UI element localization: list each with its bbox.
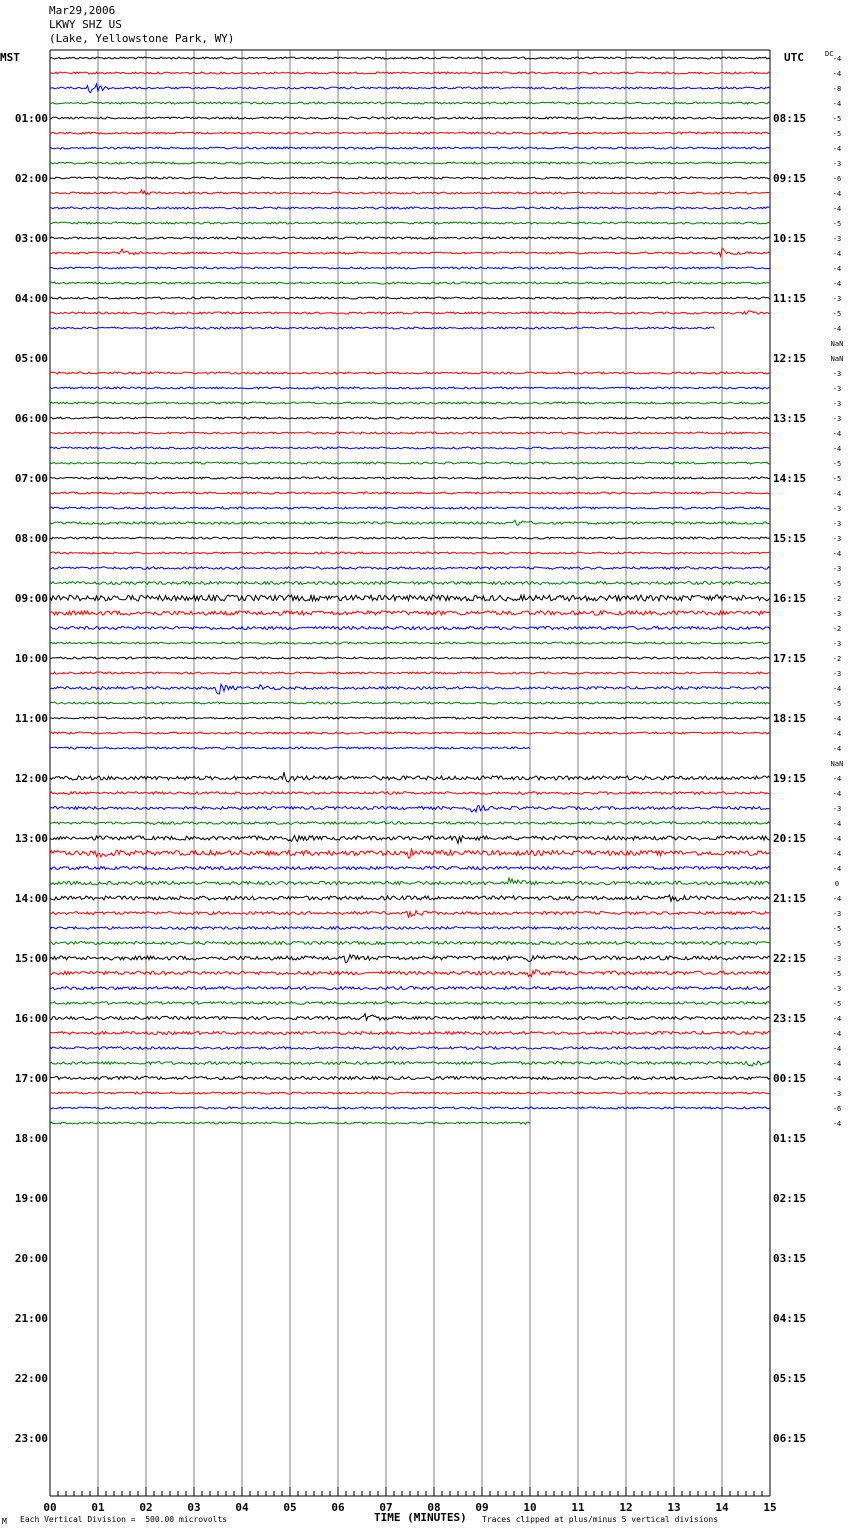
utc-hour-label: 00:15 [773,1072,807,1085]
dc-offset-label: NaN [830,340,844,348]
trace-line [50,387,770,389]
trace-line [50,372,770,374]
dc-offset-label: -4 [832,730,842,738]
dc-offset-label: -4 [832,70,842,78]
mst-label: MST [0,51,20,64]
dc-offset-label: -6 [832,1105,842,1113]
trace-line [50,222,770,224]
dc-offset-label: -4 [832,250,842,258]
dc-offset-label: -5 [832,925,842,933]
utc-hour-label: 11:15 [773,292,807,305]
trace-line [50,84,770,93]
trace-line [50,432,770,434]
trace-line [50,248,770,256]
trace-line [50,911,770,918]
trace-line [50,402,770,404]
dc-offset-label: -4 [832,895,842,903]
dc-offset-label: -3 [832,985,842,993]
utc-hour-label: 14:15 [773,472,807,485]
trace-line [50,702,770,704]
mst-hour-label: 15:00 [14,952,48,965]
dc-offset-label: -5 [832,970,842,978]
x-axis-title: TIME (MINUTES) [374,1511,467,1524]
dc-offset-label: -4 [832,445,842,453]
trace-line [50,177,770,179]
trace-line [50,1014,770,1021]
x-tick-label: 11 [571,1501,585,1514]
dc-offset-label: -4 [832,55,842,63]
mst-hour-label: 12:00 [14,772,48,785]
trace-line [50,462,770,464]
dc-offset-label: -4 [832,1045,842,1053]
utc-hour-label: 08:15 [773,112,807,125]
mst-hour-label: 19:00 [14,1192,48,1205]
dc-labels [831,55,844,1128]
mst-hour-label: 16:00 [14,1012,48,1025]
trace-line [50,970,770,977]
trace-line [50,520,770,525]
trace-line [50,327,715,329]
utc-hour-label: 02:15 [773,1192,807,1205]
utc-hour-label: 20:15 [773,832,807,845]
dc-offset-label: -3 [832,505,842,513]
dc-offset-label: -4 [832,850,842,858]
x-tick-label: 00 [43,1501,57,1514]
traces [50,57,770,1124]
utc-hour-label: 23:15 [773,1012,807,1025]
clip-note: Traces clipped at plus/minus 5 vertical divisions [482,1515,719,1524]
trace-line [50,866,770,869]
mst-hour-label: 17:00 [14,1072,48,1085]
dc-offset-label: -3 [832,565,842,573]
utc-hour-label: 03:15 [773,1252,807,1265]
dc-offset-label: -4 [832,100,842,108]
x-axis [43,1487,776,1514]
x-tick-label: 12 [619,1501,633,1514]
dc-offset-label: -4 [832,205,842,213]
utc-hour-label: 01:15 [773,1132,807,1145]
utc-hour-label: 09:15 [773,172,807,185]
utc-hour-label: 16:15 [773,592,807,605]
dc-offset-label: -4 [832,190,842,198]
x-tick-label: 09 [475,1501,489,1514]
mst-hour-label: 08:00 [14,532,48,545]
mst-hour-label: 11:00 [14,712,48,725]
dc-offset-label: -4 [832,430,842,438]
trace-line [50,237,770,239]
utc-hour-label: 04:15 [773,1312,807,1325]
dc-offset-label: -3 [832,235,842,243]
utc-hour-label: 10:15 [773,232,807,245]
trace-line [50,102,770,104]
x-tick-label: 13 [667,1501,681,1514]
x-tick-label: 15 [763,1501,777,1514]
trace-line [50,986,770,989]
dc-offset-label: -4 [832,145,842,153]
mst-hour-label: 02:00 [14,172,48,185]
trace-line [50,955,770,963]
trace-line [50,297,770,299]
utc-label: UTC [784,51,804,64]
dc-offset-label: NaN [830,760,844,768]
dc-offset-label: -3 [832,160,842,168]
dc-offset-label: -4 [832,265,842,273]
trace-line [50,1032,770,1035]
header-station: LKWY SHZ US [49,18,122,31]
trace-line [50,477,770,479]
trace-line [50,582,770,585]
trace-line [50,492,770,494]
dc-offset-label: NaN [830,355,844,363]
trace-line [50,447,770,449]
mst-hour-label: 05:00 [14,352,48,365]
trace-line [50,732,770,734]
footer-mark: M [2,1517,7,1526]
mst-hour-label: 14:00 [14,892,48,905]
utc-hour-label: 22:15 [773,952,807,965]
trace-line [50,1107,770,1109]
trace-line [50,417,770,419]
trace-line [50,878,770,885]
dc-offset-label: -3 [832,520,842,528]
trace-line [50,1002,770,1005]
dc-offset-label: -4 [832,280,842,288]
dc-offset-label: -8 [832,85,842,93]
trace-line [50,848,770,858]
dc-offset-label: -4 [832,490,842,498]
dc-offset-label: -5 [832,700,842,708]
mst-hour-label: 07:00 [14,472,48,485]
dc-label: DC [825,50,834,58]
dc-offset-label: -5 [832,130,842,138]
trace-line [50,552,770,554]
mst-hour-label: 21:00 [14,1312,48,1325]
dc-offset-label: -3 [832,640,842,648]
trace-line [50,772,770,782]
trace-line [50,657,770,659]
trace-line [50,537,770,539]
x-tick-label: 10 [523,1501,537,1514]
x-tick-label: 04 [235,1501,249,1514]
trace-line [50,117,770,119]
trace-line [50,806,770,812]
utc-hour-label: 17:15 [773,652,807,665]
trace-line [50,836,770,844]
x-tick-label: 03 [187,1501,201,1514]
trace-line [50,927,770,930]
utc-hour-label: 05:15 [773,1372,807,1385]
trace-line [50,642,770,644]
utc-hour-label: 06:15 [773,1432,807,1445]
dc-offset-label: -3 [832,385,842,393]
trace-line [50,717,770,719]
mst-hour-label: 18:00 [14,1132,48,1145]
utc-hour-label: 15:15 [773,532,807,545]
trace-line [50,822,770,825]
trace-line [50,267,770,269]
dc-offset-label: -3 [832,670,842,678]
trace-line [50,567,770,569]
dc-offset-label: -4 [832,1060,842,1068]
trace-line [50,57,770,59]
dc-offset-label: 0 [834,880,840,888]
utc-hour-label: 21:15 [773,892,807,905]
header-location: (Lake, Yellowstone Park, WY) [49,32,235,45]
trace-line [50,895,770,901]
mst-hour-label: 22:00 [14,1372,48,1385]
dc-offset-label: -5 [832,1000,842,1008]
utc-hour-label: 12:15 [773,352,807,365]
dc-offset-label: -4 [832,835,842,843]
utc-hour-label: 13:15 [773,412,807,425]
dc-offset-label: -4 [832,1120,842,1128]
dc-offset-label: -4 [832,550,842,558]
x-tick-label: 05 [283,1501,297,1514]
trace-line [50,190,770,195]
dc-offset-label: -4 [832,820,842,828]
dc-offset-label: -5 [832,460,842,468]
trace-line [50,147,770,149]
mst-hour-label: 06:00 [14,412,48,425]
dc-offset-label: -4 [832,865,842,873]
x-tick-label: 08 [427,1501,441,1514]
mst-hour-label: 10:00 [14,652,48,665]
mst-hour-label: 09:00 [14,592,48,605]
trace-line [50,684,770,694]
x-tick-label: 06 [331,1501,345,1514]
dc-offset-label: -6 [832,175,842,183]
trace-line [50,162,770,164]
trace-line [50,595,770,601]
dc-offset-label: -3 [832,805,842,813]
dc-offset-label: -4 [832,1030,842,1038]
mst-hour-label: 13:00 [14,832,48,845]
trace-line [50,1061,770,1066]
dc-offset-label: -3 [832,295,842,303]
dc-offset-label: -3 [832,1090,842,1098]
trace-line [50,1092,770,1094]
dc-offset-label: -3 [832,535,842,543]
dc-offset-label: -4 [832,685,842,693]
trace-line [50,1076,770,1079]
dc-offset-label: -4 [832,325,842,333]
dc-offset-label: -5 [832,940,842,948]
x-tick-label: 01 [91,1501,105,1514]
trace-line [50,611,770,615]
trace-line [50,792,770,795]
trace-line [50,626,770,629]
dc-offset-label: -4 [832,790,842,798]
dc-offset-label: -2 [832,625,842,633]
dc-offset-label: -3 [832,415,842,423]
trace-line [50,1047,770,1050]
dc-offset-label: -5 [832,220,842,228]
trace-line [50,72,770,74]
x-tick-label: 14 [715,1501,729,1514]
mst-hour-label: 23:00 [14,1432,48,1445]
mst-hour-label: 04:00 [14,292,48,305]
x-tick-label: 07 [379,1501,393,1514]
dc-offset-label: -4 [832,1075,842,1083]
dc-offset-label: -4 [832,775,842,783]
header-date: Mar29,2006 [49,4,116,17]
trace-line [50,672,770,674]
dc-offset-label: -2 [832,655,842,663]
dc-offset-label: -4 [832,1015,842,1023]
dc-offset-label: -5 [832,115,842,123]
dc-offset-label: -5 [832,475,842,483]
trace-line [50,311,770,315]
trace-line [50,942,770,945]
trace-line [50,132,770,134]
trace-line [50,507,770,509]
dc-offset-label: -3 [832,910,842,918]
x-tick-label: 02 [139,1501,153,1514]
utc-hour-label: 18:15 [773,712,807,725]
dc-offset-label: -3 [832,400,842,408]
dc-offset-label: -3 [832,610,842,618]
mst-hour-label: 01:00 [14,112,48,125]
dc-offset-label: -2 [832,595,842,603]
mst-hour-label: 03:00 [14,232,48,245]
dc-offset-label: -5 [832,310,842,318]
dc-offset-label: -4 [832,715,842,723]
dc-offset-label: -4 [832,745,842,753]
mst-hour-label: 20:00 [14,1252,48,1265]
trace-line [50,207,770,209]
utc-hour-label: 19:15 [773,772,807,785]
trace-line [50,282,770,284]
dc-offset-label: -3 [832,370,842,378]
scale-note: Each Vertical Division = 500.00 microvolts [20,1515,228,1524]
dc-offset-label: -5 [832,580,842,588]
dc-offset-label: -3 [832,955,842,963]
